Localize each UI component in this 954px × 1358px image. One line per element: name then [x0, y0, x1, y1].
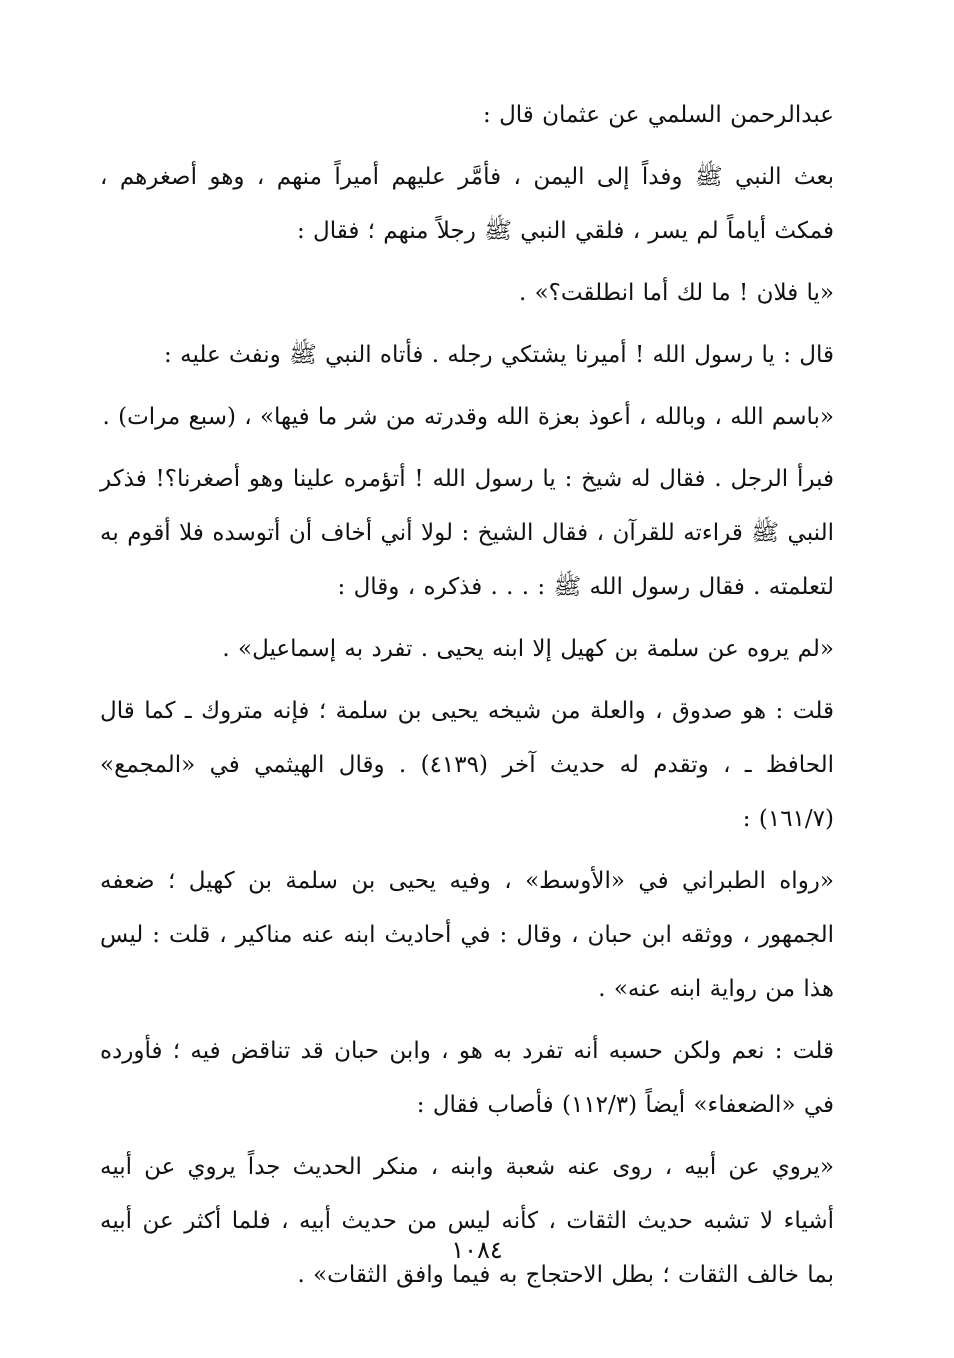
paragraph-complaint: قال : يا رسول الله ! أميرنا يشتكي رجله . فأتاه النبي ﷺ ونفث عليه :	[164, 342, 834, 368]
page-number: ١٠٨٤	[451, 1236, 503, 1264]
paragraph-quote-ruqya: «باسم الله ، وبالله ، أعوذ بعزة الله وقدرته من شر ما فيها» ، (سبع مرات) .	[102, 404, 834, 430]
paragraph-commentary-1: قلت : هو صدوق ، والعلة من شيخه يحيى بن سلمة ؛ فإنه متروك ـ كما قال الحافظ ـ ، وتقدم له حديث آخر (٤١٣٩) . وقال الهيثمي في «المجمع» (١٦١/٧) :	[100, 698, 834, 832]
paragraph-commentary-2: قلت : نعم ولكن حسبه أنه تفرد به هو ، وابن حبان قد تناقض فيه ؛ فأورده في «الضعفاء» أيضاً (١١٢/٣) فأصاب فقال :	[100, 1038, 834, 1118]
paragraph-quote-haythami: «رواه الطبراني في «الأوسط» ، وفيه يحيى بن سلمة بن كهيل ؛ ضعفه الجمهور ، ووثقه ابن حبان ، وقال : في أحاديث ابنه عنه مناكير ، قلت : ليس هذا من رواية ابنه عنه» .	[100, 868, 834, 1002]
paragraph-intro: عبدالرحمن السلمي عن عثمان قال :	[483, 102, 834, 128]
paragraph-hadith-text: بعث النبي ﷺ وفداً إلى اليمن ، فأمَّر عليهم أميراً منهم ، وهو أصغرهم ، فمكث أياماً لم يسر ، فلقي النبي ﷺ رجلاً منهم ؛ فقال :	[100, 164, 834, 244]
paragraph-recovery: فبرأ الرجل . فقال له شيخ : يا رسول الله ! أتؤمره علينا وهو أصغرنا؟! فذكر النبي ﷺ قراءته للقرآن ، فقال الشيخ : لولا أني أخاف أن أتوسده فلا أقوم به لتعلمته . فقال رسول الله ﷺ : . . . فذكره ، وقال :	[100, 466, 834, 600]
paragraph-quote-ibn-hibban: «يروي عن أبيه ، روى عنه شعبة وابنه ، منكر الحديث جداً يروي عن أبيه أشياء لا تشبه حديث الثقات ، كأنه ليس من حديث أبيه ، فلما أكثر عن أبيه بما خالف الثقات ؛ بطل الاحتجاج به فيما وافق الثقات» .	[100, 1154, 834, 1288]
paragraph-quote-question: «يا فلان ! ما لك أما انطلقت؟» .	[518, 280, 834, 306]
page-body	[100, 88, 834, 1302]
paragraph-quote-narration: «لم يروه عن سلمة بن كهيل إلا ابنه يحيى . تفرد به إسماعيل» .	[222, 636, 834, 662]
